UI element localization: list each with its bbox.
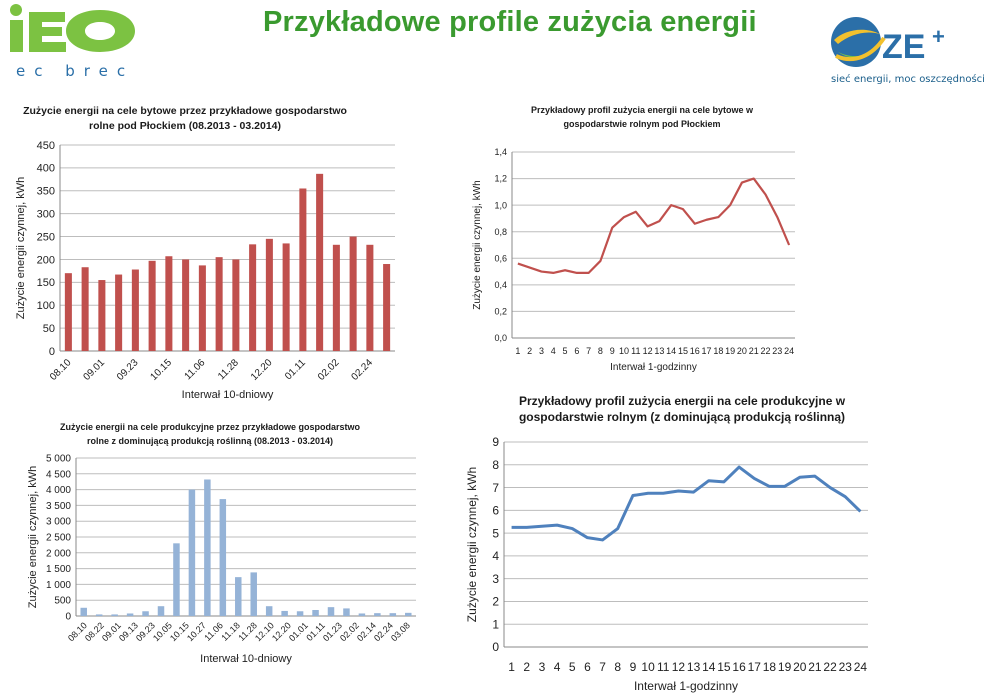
- x-tick-label: 09.01: [81, 357, 107, 383]
- bar: [165, 256, 172, 351]
- production-hourly-profile-line-chart: [462, 385, 882, 695]
- x-tick-label: 5: [568, 660, 576, 674]
- bar: [111, 614, 117, 616]
- y-tick-label: 1 500: [45, 564, 71, 576]
- y-tick-label: 50: [42, 322, 55, 335]
- x-tick-label: 24: [853, 660, 868, 674]
- bar: [96, 614, 102, 616]
- bar: [297, 611, 303, 616]
- bar: [250, 572, 256, 616]
- x-tick-label: 01.11: [283, 357, 308, 383]
- x-tick-label: 14: [666, 346, 677, 356]
- bar: [328, 607, 334, 616]
- chart-title-line: Zużycie energii na cele bytowe przez przykładowe gospodarstwo: [23, 105, 347, 117]
- x-tick-label: 11: [657, 660, 670, 674]
- y-tick-label: 4 000: [45, 485, 71, 497]
- bar: [232, 259, 239, 351]
- x-tick-label: 20: [793, 660, 807, 674]
- y-tick-label: 3: [492, 571, 499, 586]
- bar: [80, 608, 86, 616]
- x-tick-label: 11.18: [219, 620, 242, 643]
- bar: [149, 261, 156, 351]
- x-tick-label: 11.06: [182, 357, 208, 383]
- y-tick-label: 0,8: [494, 226, 507, 237]
- x-tick-label: 03.08: [388, 620, 412, 644]
- x-tick-label: 09.01: [99, 620, 123, 644]
- bar: [374, 613, 380, 616]
- x-tick-label: 01.01: [286, 620, 310, 644]
- x-tick-label: 2: [527, 346, 533, 356]
- bar: [65, 273, 72, 351]
- y-tick-label: 0,6: [494, 253, 507, 264]
- x-tick-label: 02.24: [371, 620, 395, 644]
- chart-title-line: rolne z dominującą produkcją roślinną (08.2013 - 03.2014): [86, 436, 334, 446]
- x-tick-label: 02.02: [337, 620, 361, 644]
- y-tick-label: 1 000: [45, 579, 71, 591]
- x-tick-label: 7: [599, 660, 606, 674]
- x-tick-label: 22: [823, 660, 837, 674]
- x-tick-label: 11.28: [216, 357, 241, 383]
- bar: [383, 264, 390, 351]
- bar: [405, 613, 411, 616]
- x-tick-label: 24: [784, 346, 795, 356]
- y-tick-label: 350: [36, 185, 55, 198]
- x-tick-label: 08.10: [48, 357, 74, 383]
- x-tick-label: 09.13: [116, 620, 140, 644]
- y-tick-label: 2: [492, 594, 499, 609]
- x-tick-label: 3: [538, 660, 546, 674]
- x-tick-label: 16: [732, 660, 746, 674]
- x-tick-label: 10.27: [184, 620, 208, 644]
- x-tick-label: 2: [523, 660, 531, 674]
- x-tick-label: 12.10: [252, 620, 276, 644]
- y-tick-label: 0,4: [494, 280, 507, 291]
- x-tick-label: 1: [515, 346, 521, 356]
- bar: [142, 611, 148, 616]
- y-tick-label: 400: [36, 162, 55, 175]
- y-tick-label: 2 000: [45, 548, 71, 560]
- bar: [266, 606, 272, 616]
- y-tick-label: 0: [492, 640, 499, 655]
- x-tick-label: 01.23: [320, 620, 344, 644]
- x-tick-label: 12.20: [269, 620, 293, 644]
- bar: [173, 543, 179, 616]
- x-tick-label: 10: [641, 660, 655, 674]
- y-tick-label: 1: [492, 617, 499, 632]
- y-tick-label: 1,0: [494, 200, 507, 211]
- x-tick-label: 18: [762, 660, 777, 674]
- x-tick-label: 11: [631, 346, 641, 356]
- x-axis-label: Interwał 1-godzinny: [633, 679, 739, 693]
- y-tick-label: 9: [492, 435, 499, 450]
- page-title: Przykładowe profile zużycia energii: [263, 6, 757, 38]
- production-consumption-bar-chart: [20, 418, 420, 668]
- x-tick-label: 08.10: [65, 620, 89, 644]
- chart-title-line: Przykładowy profil zużycia energii na cele bytowe w: [530, 105, 754, 115]
- x-tick-label: 9: [629, 660, 637, 674]
- y-tick-label: 2 500: [45, 532, 71, 544]
- x-tick-label: 10.15: [148, 357, 174, 383]
- bar: [312, 610, 318, 616]
- x-tick-label: 09.23: [133, 620, 157, 644]
- x-tick-label: 02.24: [349, 357, 375, 383]
- x-tick-label: 10: [619, 346, 630, 356]
- chart-title-line: rolne pod Płockiem (08.2013 - 03.2014): [88, 120, 282, 132]
- bar: [359, 613, 365, 616]
- x-tick-label: 21: [748, 346, 759, 356]
- bar: [158, 606, 164, 616]
- bar: [115, 275, 122, 351]
- x-tick-label: 13: [654, 346, 665, 356]
- x-tick-label: 11.28: [236, 620, 259, 643]
- bar: [283, 243, 290, 351]
- y-axis-label: Zużycie energii czynnej, kWh: [465, 466, 479, 623]
- x-tick-label: 22: [760, 346, 771, 356]
- x-tick-label: 6: [584, 660, 591, 674]
- x-tick-label: 14: [702, 660, 716, 674]
- y-tick-label: 5: [492, 526, 499, 541]
- x-tick-label: 7: [586, 346, 592, 356]
- bar: [182, 259, 189, 351]
- chart-title-line: gospodarstwie rolnym (z dominującą produkcją roślinną): [518, 410, 846, 424]
- y-tick-label: 500: [54, 595, 71, 607]
- y-tick-label: 8: [492, 457, 499, 472]
- x-tick-label: 8: [597, 346, 603, 356]
- chart-title-line: Przykładowy profil zużycia energii na cele produkcyjne w: [518, 394, 846, 408]
- x-tick-label: 10.05: [150, 620, 174, 644]
- x-tick-label: 1: [508, 660, 515, 674]
- x-tick-label: 16: [689, 346, 700, 356]
- bar: [350, 237, 357, 351]
- y-axis-label: Zużycie energii czynnej, kWh: [27, 465, 39, 609]
- x-tick-label: 10.15: [167, 620, 191, 644]
- x-axis-label: Interwał 10-dniowy: [200, 653, 292, 665]
- x-tick-label: 08.22: [82, 620, 106, 644]
- x-tick-label: 17: [747, 660, 761, 674]
- x-tick-label: 19: [725, 346, 736, 356]
- household-consumption-bar-chart: [10, 100, 410, 405]
- bar: [266, 239, 273, 351]
- x-tick-label: 13: [686, 660, 701, 674]
- x-tick-label: 4: [553, 660, 561, 674]
- chart-title-line: gospodarstwie rolnym pod Płockiem: [563, 119, 721, 129]
- y-tick-label: 450: [36, 139, 55, 152]
- y-tick-label: 150: [36, 277, 55, 290]
- x-tick-label: 12: [671, 660, 686, 674]
- bar: [299, 188, 306, 351]
- bar: [98, 280, 105, 351]
- bar: [127, 613, 133, 616]
- svg-text:ZE: ZE: [882, 28, 926, 66]
- bar: [82, 267, 89, 351]
- x-axis-label: Interwał 10-dniowy: [181, 389, 274, 401]
- y-tick-label: 100: [36, 300, 55, 313]
- y-tick-label: 5 000: [45, 453, 71, 465]
- x-tick-label: 23: [838, 660, 852, 674]
- bar: [220, 499, 226, 616]
- bar: [281, 611, 287, 616]
- x-tick-label: 15: [677, 346, 688, 356]
- household-hourly-profile-line-chart: [462, 100, 807, 380]
- bar: [132, 270, 139, 351]
- y-tick-label: 4 500: [45, 469, 71, 481]
- x-tick-label: 9: [609, 346, 615, 356]
- y-tick-label: 300: [36, 208, 55, 221]
- y-tick-label: 1,4: [494, 147, 507, 158]
- bar: [316, 174, 323, 351]
- x-tick-label: 5: [562, 346, 568, 356]
- ieo-logo-subtext: ec brec: [16, 62, 135, 80]
- bar: [199, 265, 206, 351]
- y-axis-label: Zużycie energii czynnej, kWh: [15, 176, 27, 320]
- x-tick-label: 02.02: [316, 357, 342, 383]
- series-line: [512, 467, 861, 540]
- bar: [235, 577, 241, 616]
- x-tick-label: 01.11: [304, 620, 327, 643]
- oze-logo-mark: [826, 10, 956, 72]
- bar: [216, 257, 223, 351]
- bar: [343, 608, 349, 616]
- x-axis-label: Interwał 1-godzinny: [610, 362, 697, 373]
- x-tick-label: 4: [550, 346, 556, 356]
- y-tick-label: 0,0: [494, 333, 507, 344]
- ieo-logo: [4, 2, 144, 82]
- y-tick-label: 3 500: [45, 500, 71, 512]
- x-tick-label: 20: [736, 346, 747, 356]
- x-tick-label: 09.23: [115, 357, 141, 383]
- y-tick-label: 4: [492, 549, 499, 564]
- x-tick-label: 3: [538, 346, 544, 356]
- bar: [204, 479, 210, 616]
- svg-text:+: +: [932, 24, 945, 49]
- y-axis-label: Zużycie energii czynnej, kWh: [472, 180, 483, 310]
- oze-logo: [826, 10, 985, 90]
- x-tick-label: 12: [642, 346, 653, 356]
- x-tick-label: 11.06: [202, 620, 225, 643]
- bar: [189, 490, 195, 616]
- y-tick-label: 3 000: [45, 516, 71, 528]
- y-tick-label: 0: [48, 345, 55, 358]
- x-tick-label: 18: [713, 346, 724, 356]
- y-tick-label: 0,2: [494, 306, 507, 317]
- y-tick-label: 250: [36, 231, 55, 244]
- y-tick-label: 6: [492, 503, 499, 518]
- chart-title-line: Zużycie energii na cele produkcyjne przez przykładowe gospodarstwo: [59, 422, 361, 432]
- x-tick-label: 02.14: [354, 620, 378, 644]
- x-tick-label: 12.20: [249, 357, 275, 383]
- x-tick-label: 6: [574, 346, 580, 356]
- bar: [333, 245, 340, 351]
- x-tick-label: 8: [614, 660, 622, 674]
- y-tick-label: 1,2: [494, 173, 507, 184]
- x-tick-label: 21: [808, 660, 822, 674]
- x-tick-label: 17: [701, 346, 712, 356]
- bar: [390, 613, 396, 616]
- bar: [366, 245, 373, 351]
- y-tick-label: 200: [36, 254, 55, 267]
- oze-logo-tagline: sieć energii, moc oszczędności: [831, 74, 985, 85]
- y-tick-label: 7: [492, 480, 499, 495]
- x-tick-label: 15: [717, 660, 731, 674]
- x-tick-label: 23: [772, 346, 783, 356]
- ieo-logo-mark: [4, 2, 144, 60]
- y-tick-label: 0: [65, 611, 71, 623]
- x-tick-label: 19: [777, 660, 792, 674]
- bar: [249, 244, 256, 351]
